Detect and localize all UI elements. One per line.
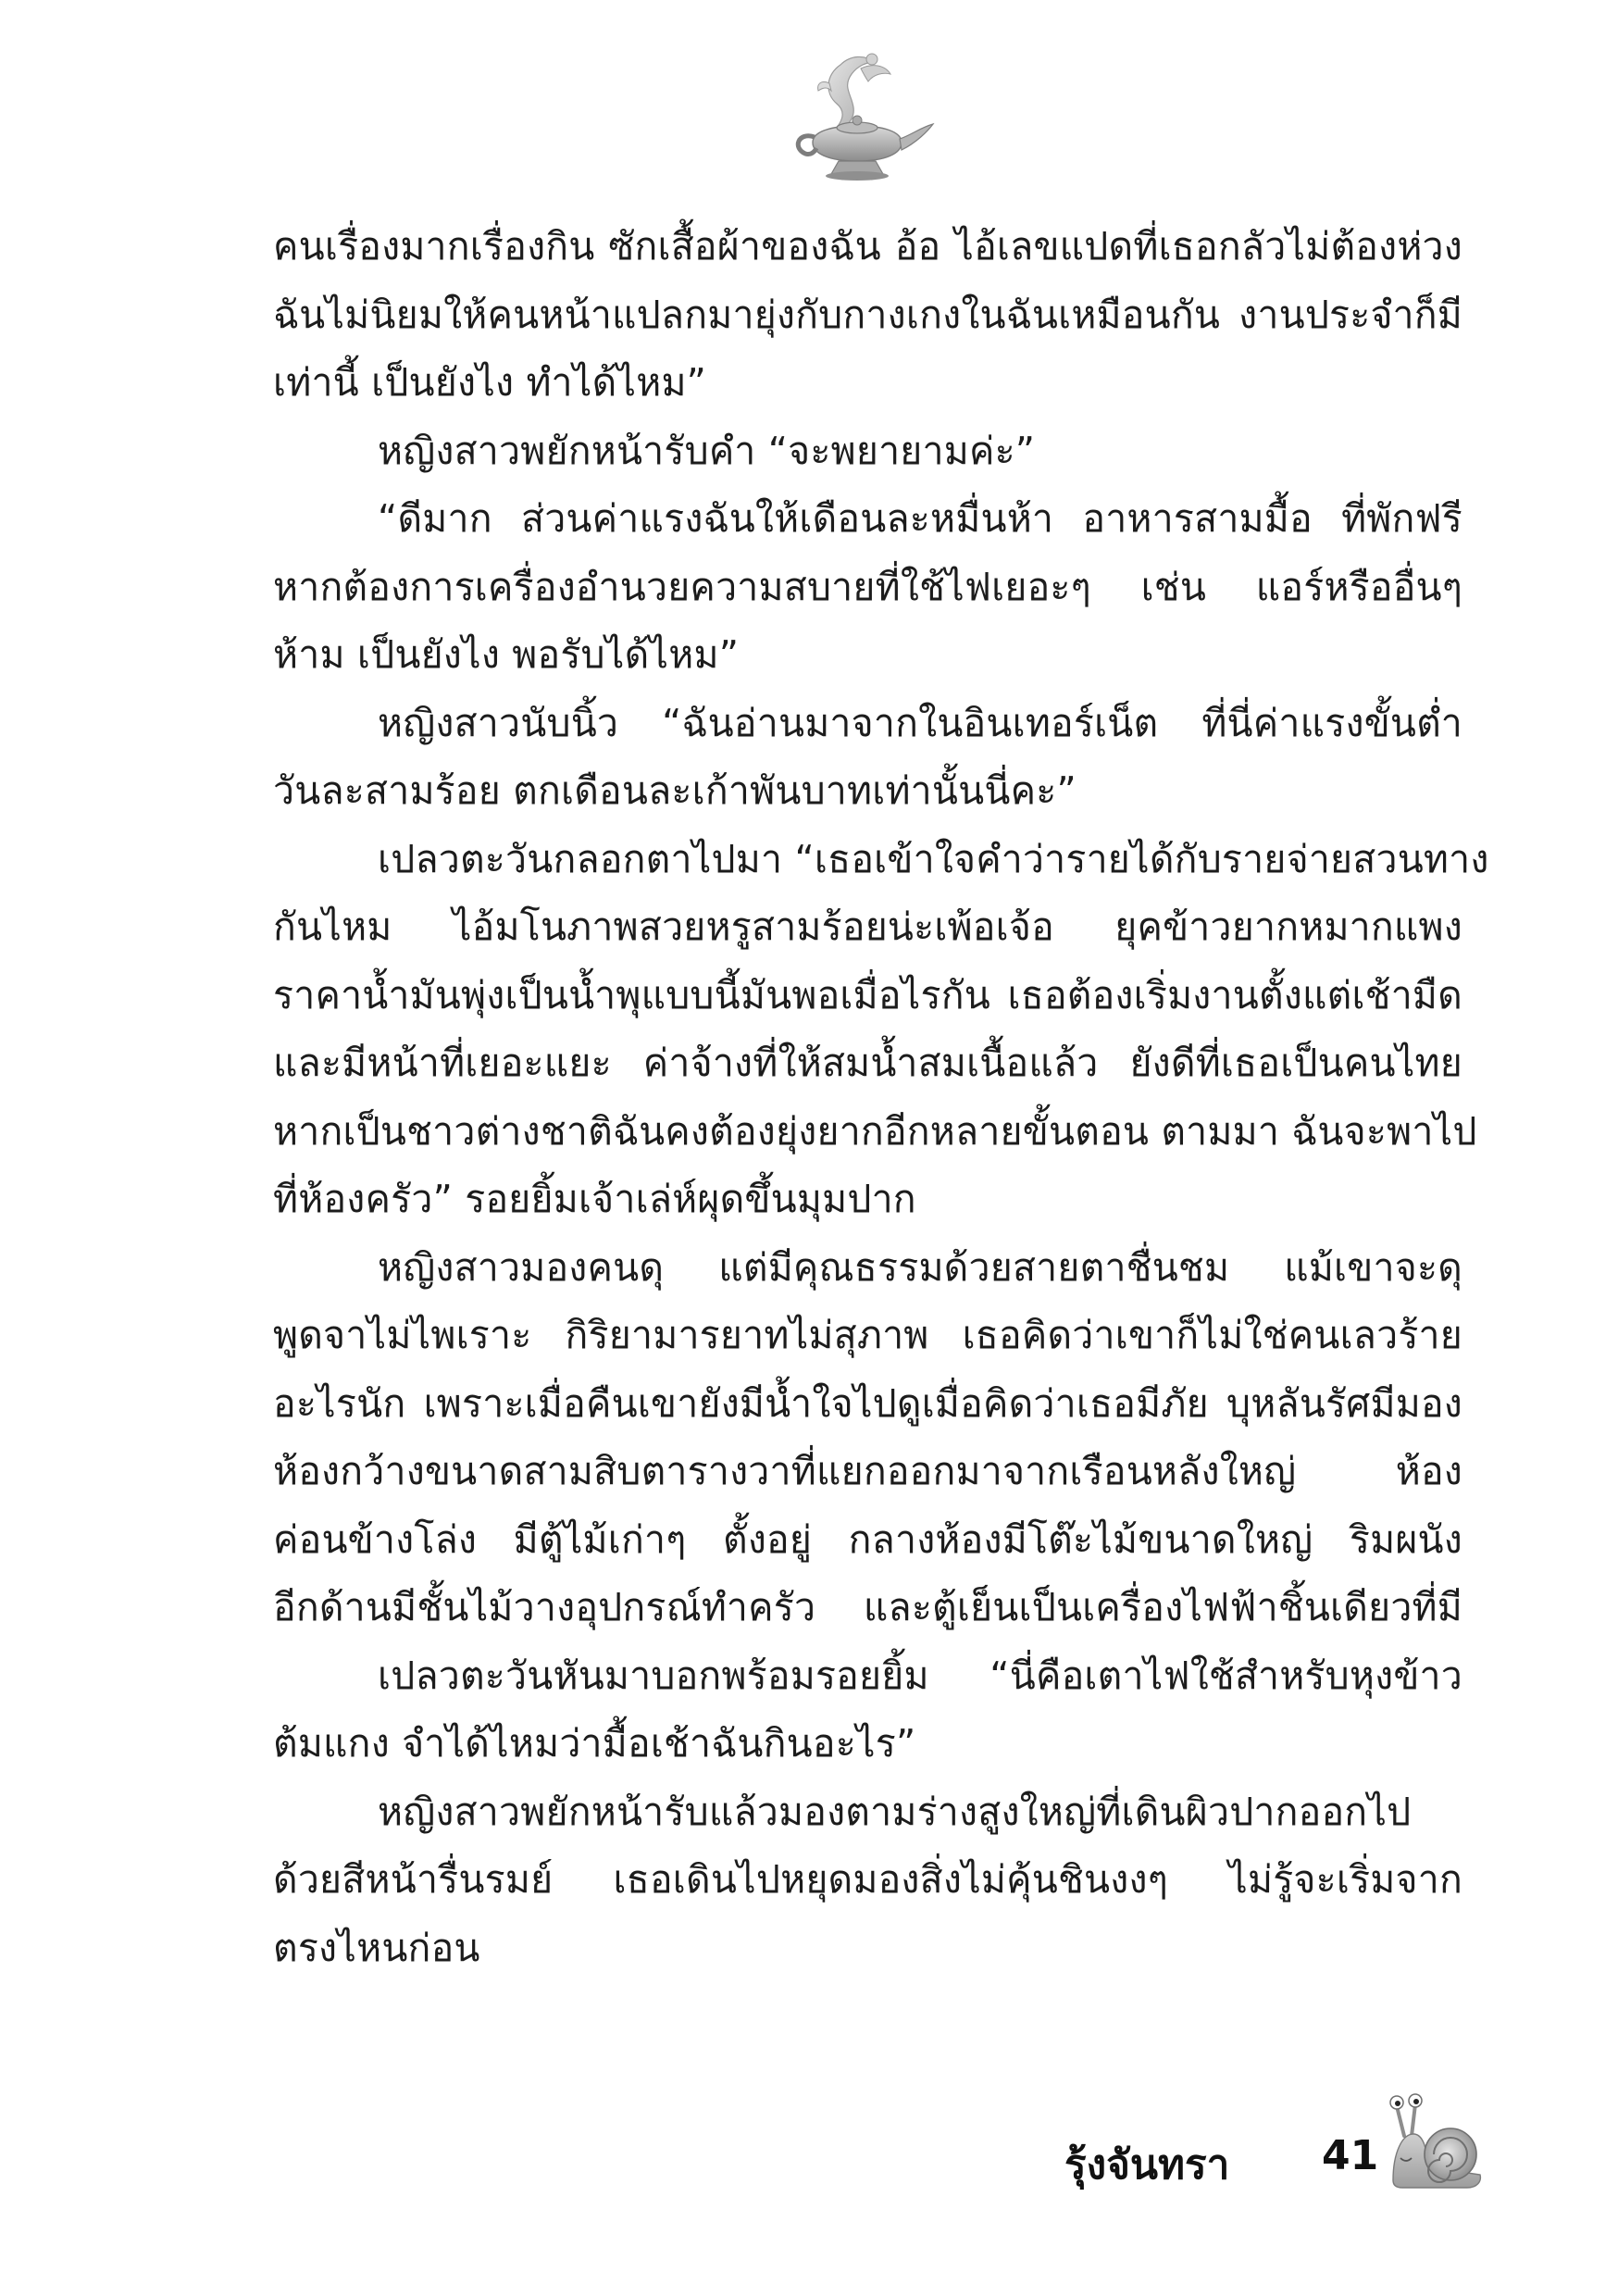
text-line: หญิงสาวนับนิ้ว “ฉันอ่านมาจากในอินเทอร์เน็ต ที่นี่ค่าแรงขั้นต่ำ: [378, 700, 1462, 745]
text-line: “ดีมาก ส่วนค่าแรงฉันให้เดือนละหมื่นห้า อาหารสามมื้อ ที่พักฟรี: [378, 496, 1462, 541]
page-footer: [1064, 2078, 1490, 2217]
text-line: พูดจาไม่ไพเราะ กิริยามารยาทไม่สุภาพ เธอคิดว่าเขาก็ไม่ใช่คนเลวร้าย: [273, 1313, 1462, 1357]
body-text: [273, 213, 1489, 1982]
text-line: ค่อนข้างโล่ง มีตู้ไม้เก่าๆ ตั้งอยู่ กลางห้องมีโต๊ะไม้ขนาดใหญ่ ริมผนัง: [273, 1516, 1462, 1562]
text-line: อีกด้านมีชั้นไม้วางอุปกรณ์ทำครัว และตู้เย็นเป็นเครื่องไฟฟ้าชิ้นเดียวที่มี: [273, 1585, 1462, 1629]
text-line: เท่านี้ เป็นยังไง ทำได้ไหม”: [273, 360, 707, 405]
text-line: ต้มแกง จำได้ไหมว่ามื้อเช้าฉันกินอะไร”: [273, 1721, 916, 1766]
book-title: รุ้งจันทรา: [1064, 2141, 1230, 2189]
text-line: คนเรื่องมากเรื่องกิน ซักเสื้อผ้าของฉัน อ้อ ไอ้เลขแปดที่เธอกลัวไม่ต้องห่วง: [273, 224, 1462, 268]
text-line: กันไหม ไอ้มโนภาพสวยหรูสามร้อยน่ะเพ้อเจ้อ ยุคข้าวยากหมากแพง: [273, 905, 1462, 949]
text-line: เปลวตะวันกลอกตาไปมา “เธอเข้าใจคำว่ารายได้กับรายจ่ายสวนทาง: [378, 836, 1489, 881]
genie-lamp-icon: [776, 46, 939, 187]
text-line: หญิงสาวมองคนดุ แต่มีคุณธรรมด้วยสายตาชื่นชม แม้เขาจะดุ: [378, 1244, 1462, 1290]
text-line: ห้องกว้างขนาดสามสิบตารางวาที่แยกออกมาจากเรือนหลังใหญ่ ห้อง: [273, 1449, 1462, 1493]
text-line: ราคาน้ำมันพุ่งเป็นน้ำพุแบบนี้มันพอเมื่อไรกัน เธอต้องเริ่มงานตั้งแต่เช้ามืด: [273, 972, 1462, 1017]
snail-icon: [1384, 2078, 1486, 2199]
text-line: หญิงสาวพยักหน้ารับคำ “จะพยายามค่ะ”: [378, 428, 1036, 473]
text-line: อะไรนัก เพราะเมื่อคืนเขายังมีน้ำใจไปดูเมื่อคิดว่าเธอมีภัย บุหลันรัศมีมอง: [273, 1380, 1462, 1426]
text-line: หากเป็นชาวต่างชาติฉันคงต้องยุ่งยากอีกหลายขั้นตอน ตามมา ฉันจะพาไป: [273, 1108, 1477, 1154]
text-line: ด้วยสีหน้ารื่นรมย์ เธอเดินไปหยุดมองสิ่งไม่คุ้นชินงงๆ ไม่รู้จะเริ่มจาก: [273, 1857, 1462, 1902]
text-line: และมีหน้าที่เยอะแยะ ค่าจ้างที่ให้สมน้ำสมเนื้อแล้ว ยังดีที่เธอเป็นคนไทย: [273, 1041, 1462, 1085]
text-line: หญิงสาวพยักหน้ารับแล้วมองตามร่างสูงใหญ่ที่เดินผิวปากออกไป: [378, 1789, 1412, 1834]
text-line: เปลวตะวันหันมาบอกพร้อมรอยยิ้ม “นี่คือเตาไฟใช้สำหรับหุงข้าว: [378, 1653, 1462, 1698]
text-line: ที่ห้องครัว” รอยยิ้มเจ้าเล่ห์ผุดขึ้นมุมปาก: [273, 1177, 916, 1221]
text-line: ห้าม เป็นยังไง พอรับได้ไหม”: [273, 632, 740, 677]
text-line: ฉันไม่นิยมให้คนหน้าแปลกมายุ่งกับกางเกงในฉันเหมือนกัน งานประจำก็มี: [273, 292, 1462, 337]
page-number: 41: [1322, 2132, 1379, 2179]
text-line: หากต้องการเครื่องอำนวยความสบายที่ใช้ไฟเยอะๆ เช่น แอร์หรืออื่นๆ: [273, 564, 1462, 609]
text-line: ตรงไหนก่อน: [273, 1925, 480, 1970]
text-line: วันละสามร้อย ตกเดือนละเก้าพันบาทเท่านั้นนี่คะ”: [273, 768, 1077, 813]
